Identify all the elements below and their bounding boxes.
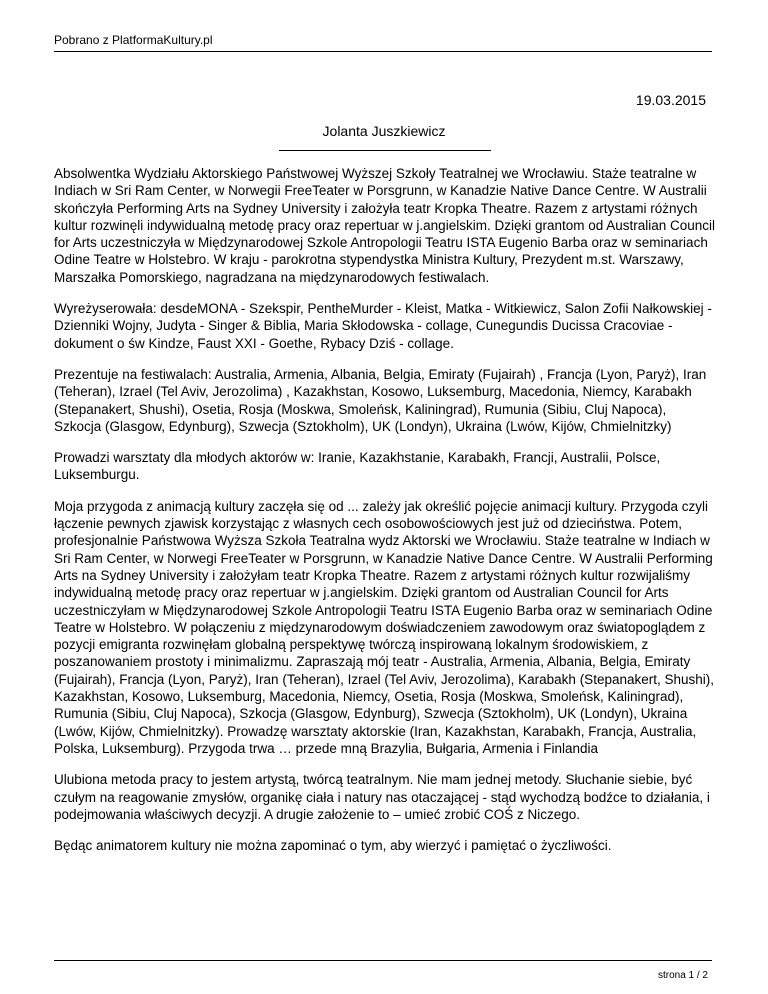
footer-divider: [54, 960, 712, 961]
header-source-text: Pobrano z PlatformaKultury.pl: [54, 33, 213, 47]
document-author: Jolanta Juszkiewicz: [322, 123, 446, 139]
document-date: 19.03.2015: [635, 92, 706, 108]
header-divider: [54, 51, 712, 52]
document-body: [54, 165, 716, 868]
paragraph-biography: Absolwentka Wydziału Aktorskiego Państwowej Wyższej Szkoły Teatralnej we Wrocławiu. Staże teatralne w Indiach w Sri Ram Center, w Norwegii FreeTeater w Porsgrunn, w Kanadzie Native Dance Centre. W Australii skończyła Performing Arts na Sydney University i założyła teatr Kropka Theatre. Razem z artystami różnych kultur rozwinęli indywidualną metodę pracy oraz repertuar w j.angielskim. Dzięki grantom od Australian Council for Arts uczestniczyła w Międzynarodowej Szkole Antropologii Teatru ISTA Eugenio Barba oraz w seminariach Odine Teatre w Holstebro. W kraju - parokrotna stypendystka Ministra Kultury, Prezydent m.st. Warszawy, Marszałka Pomorskiego, nagradzana na międzynarodowych festiwalach.: [54, 166, 716, 285]
paragraph-adventure: Moja przygoda z animacją kultury zaczęła się od ... zależy jak określić pojęcie animacji kultury. Przygoda czyli łączenie pewnych zjawisk korzystając z własnych cech osobowościowych jest już od dzieciństwa. Potem, profesjonalnie Państwowa Wyższa Szkoła Teatralna wydz Aktorski we Wrocławiu. Staże teatralne w Indiach w Sri Ram Center, w Norwegi FreeTeater w Porsgrunn, w Kanadzie Native Dance Centre. W Australii Performing Arts na Sydney University i założyłam teatr Kropka Theatre. Razem z artystami różnych kultur rozwijaliśmy indywidualną metodę pracy oraz repertuar w j.angielskim. Dzięki grantom od Australian Council for Arts uczestniczyłam w Międzynarodowej Szkole Antropologii Teatru ISTA Eugenio Barba oraz w seminariach Odine Teatre w Holstebro. W połączeniu z międzynarodowym doświadczeniem zawodowym oraz światopoglądem z pozycji emigranta rozwinęłam globalną perspektywę twórczą inspirowaną lokalnym środowiskiem, z poszanowaniem prostoty i minimalizmu. Zapraszają mój teatr - Australia, Armenia, Albania, Belgia, Emiraty (Fujairah), Francja (Lyon, Paryż), Iran (Teheran), Izrael (Tel Aviv, Jerozolima), Karabakh (Stepanakert, Shushi), Kazakhstan, Kosowo, Luksemburg, Macedonia, Niemcy, Osetia, Rosja (Moskwa, Smoleńsk, Kaliningrad), Rumunia (Sibiu, Cluj Napoca), Szkocja (Glasgow, Edynburg), Szwecja (Sztokholm), UK (Londyn), Ukraina (Lwów, Kijów, Chmielnitzky). Prowadzę warsztaty aktorskie (Iran, Kazakhstan, Karabakh, Francja, Australia, Polska, Luksemburg). Przygoda trwa … przede mną Brazylia, Bułgaria, Armenia i Finlandia: [54, 498, 715, 756]
paragraph-directed-works: Wyreżyserowała: desdeMONA - Szekspir, PentheMurder - Kleist, Matka - Witkiewicz, Salon Zofii Nałkowskiej - Dzienniki Wojny, Judyta - Singer & Biblia, Maria Skłodowska - collage, Cunegundis Ducissa Cracoviae - dokument o św Kindze, Faust XXI - Goethe, Rybacy Dziś - collage.: [54, 301, 712, 351]
page-number: strona 1 / 2: [657, 970, 708, 981]
paragraph-closing: Będąc animatorem kultury nie można zapominać o tym, aby wierzyć i pamiętać o życzliwości.: [54, 838, 612, 854]
paragraph-workshops: Prowadzi warsztaty dla młodych aktorów w: Iranie, Kazakhstanie, Karabakh, Francji, Australii, Polsce, Luksemburgu.: [54, 450, 661, 483]
paragraph-festivals: Prezentuje na festiwalach: Australia, Armenia, Albania, Belgia, Emiraty (Fujairah) , Francja (Lyon, Paryż), Iran (Teheran), Izrael (Tel Aviv, Jerozolima) , Kazakhstan, Kosowo, Luksemburg, Macedonia, Niemcy, Karabakh (Stepanakert, Shushi), Osetia, Rosja (Moskwa, Smoleńsk, Kaliningrad), Rumunia (Sibiu, Cluj Napoca), Szkocja (Glasgow, Edynburg), Szwecja (Sztokholm), UK (Londyn), Ukraina (Lwów, Kijów, Chmielnitzky): [54, 366, 707, 434]
author-underline: [279, 150, 491, 151]
paragraph-method: Ulubiona metoda pracy to jestem artystą, twórcą teatralnym. Nie mam jednej metody. Słuchanie siebie, być czułym na reagowanie zmysłów, organikę ciała i natury nas otaczającej - stąd wychodzą bodźce to działania, i podejmowania właściwych decyzji. A drugie założenie to – umieć zrobić COŚ z Niczego.: [54, 772, 710, 822]
